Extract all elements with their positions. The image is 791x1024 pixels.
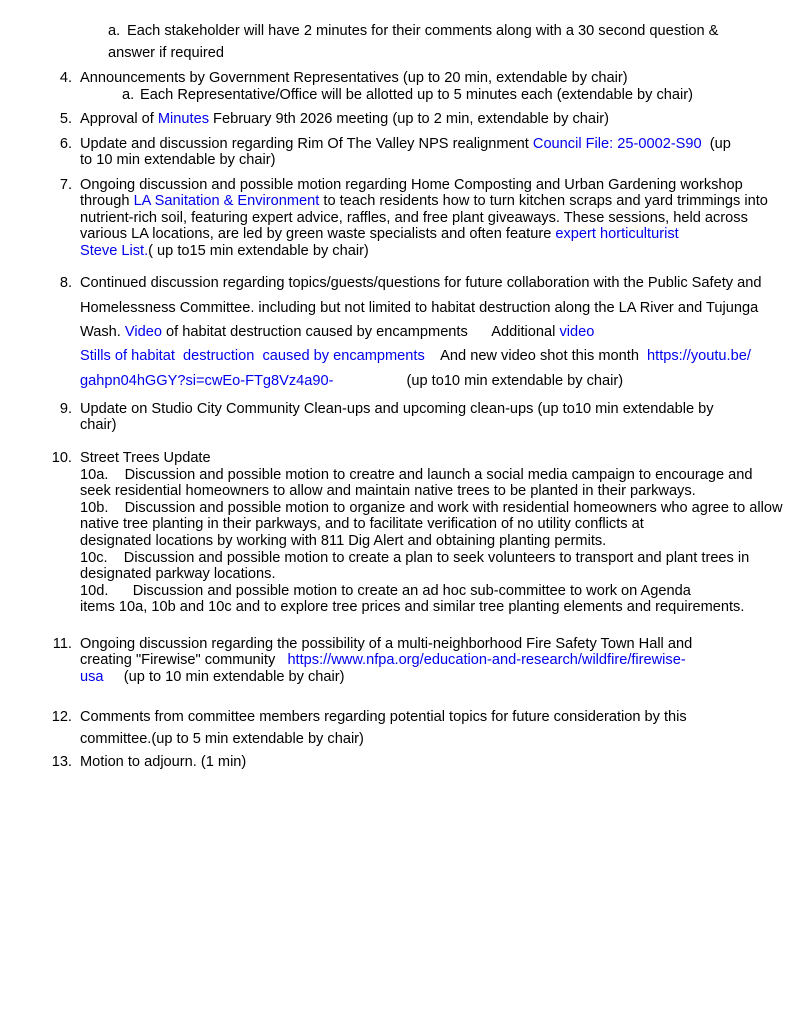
item8-line5: [80, 369, 791, 393]
item8-l3-mid: of habitat destruction caused by encampments Additional: [161, 324, 560, 341]
agenda-item-8: [0, 271, 791, 392]
item7-line2: [80, 193, 791, 210]
stills-link[interactable]: Stills of habitat destruction caused by encampments: [80, 348, 425, 365]
item10b-line1: 10b. Discussion and possible motion to organize and work with residential homeowners who agree to allow: [80, 499, 783, 516]
item6-line2: to 10 min extendable by chair): [80, 152, 276, 168]
minutes-link[interactable]: Minutes: [157, 111, 209, 127]
agenda-item-13: [0, 754, 791, 771]
item7-line4: [80, 226, 791, 243]
item10b-line2: native tree planting in their parkways, and to facilitate verification of no utility conflicts at: [80, 516, 644, 533]
item9-line2: chair): [80, 417, 117, 434]
item9-number: 9.: [59, 400, 72, 417]
item11-line2: [80, 652, 791, 669]
item10-number: 10.: [51, 449, 72, 466]
item10b-line3: designated locations by working with 811 Dig Alert and obtaining planting permits.: [80, 532, 607, 549]
item5-line1: [80, 111, 791, 128]
item5-text-post: February 9th 2026 meeting (up to 2 min, extendable by chair): [209, 111, 609, 127]
item8-line3: [80, 320, 791, 344]
youtube-url-link[interactable]: https://youtu.be/: [647, 348, 751, 365]
agenda-item-3a: [0, 20, 791, 64]
item4a-text: Each Representative/Office will be allotted up to 5 minutes each (extendable by chair): [140, 86, 693, 103]
item7-number: 7.: [59, 176, 72, 193]
item9-line1: Update on Studio City Community Clean-ups and upcoming clean-ups (up to10 min extendable by: [80, 400, 714, 417]
item7-l2-post: to teach residents how to turn kitchen scraps and yard trimmings into: [319, 193, 768, 210]
agenda-item-7: [0, 177, 791, 260]
item3a-marker: a.: [108, 23, 121, 39]
agenda-item-9: [0, 401, 791, 434]
agenda-item-12: [0, 706, 791, 751]
item10-header: Street Trees Update: [80, 449, 211, 466]
la-sanitation-link[interactable]: LA Sanitation & Environment: [133, 193, 320, 210]
item6-text-pre: Update and discussion regarding Rim Of The Valley NPS realignment: [80, 135, 533, 152]
video-link[interactable]: Video: [124, 324, 162, 341]
item3a-line1: [108, 20, 791, 42]
item6-text-post: (up: [701, 135, 731, 152]
item12-number: 12.: [51, 708, 72, 725]
item7-l4-pre: various LA locations, are led by green waste specialists and often feature: [80, 226, 556, 243]
agenda-item-4: [0, 70, 791, 103]
item11-number: 11.: [52, 635, 72, 652]
nfpa-url-link-continued[interactable]: usa: [80, 669, 104, 686]
item5-number: 5.: [59, 111, 72, 127]
item4-line1: Announcements by Government Representatives (up to 20 min, extendable by chair): [80, 70, 628, 86]
item7-line1: Ongoing discussion and possible motion regarding Home Composting and Urban Gardening workshop: [80, 176, 743, 193]
item3a-text1: Each stakeholder will have 2 minutes for their comments along with a 30 second question &: [127, 23, 719, 39]
item7-l5-post: ( up to15 min extendable by chair): [148, 242, 369, 259]
item5-text-pre: Approval of: [80, 111, 158, 127]
item7-line5: [80, 243, 791, 260]
agenda-item-11: [0, 636, 791, 686]
item8-line2: Homelessness Committee. including but not limited to habitat destruction along the LA River and Tujunga: [80, 299, 759, 316]
item13-line1: Motion to adjourn. (1 min): [80, 753, 247, 770]
item8-l5-post: (up to10 min extendable by chair): [333, 372, 624, 389]
item10d-line2: items 10a, 10b and 10c and to explore tree prices and similar tree planting elements and requirements.: [80, 599, 745, 616]
item8-l3-pre: Wash.: [80, 324, 125, 341]
agenda-item-6: [0, 136, 791, 169]
item4-number: 4.: [59, 70, 72, 86]
item11-l3-post: (up to 10 min extendable by chair): [103, 669, 345, 686]
item12-line1: Comments from committee members regarding potential topics for future consideration by this: [80, 708, 687, 725]
item6-line1: [80, 136, 791, 153]
agenda-item-10: [0, 450, 791, 616]
item8-line4: [80, 344, 791, 368]
item6-number: 6.: [59, 135, 72, 152]
item12-line2: committee.(up to 5 min extendable by chair): [80, 731, 364, 748]
item10a-line2: seek residential homeowners to allow and maintain native trees to be planted in their parkways.: [80, 483, 696, 500]
additional-video-link[interactable]: video: [559, 324, 595, 341]
item8-l4-mid: And new video shot this month: [424, 348, 648, 365]
steve-list-link[interactable]: Steve List.: [80, 242, 149, 259]
item13-number: 13.: [51, 753, 72, 770]
item4a-marker: a.: [122, 86, 135, 103]
item11-line3: [80, 669, 791, 686]
item3a-line2: answer if required: [108, 45, 224, 61]
item10c-line1: 10c. Discussion and possible motion to create a plan to seek volunteers to transport and plant trees in: [80, 549, 750, 566]
item11-line1: Ongoing discussion regarding the possibility of a multi-neighborhood Fire Safety Town Hall and: [80, 635, 693, 652]
council-file-link[interactable]: Council File: 25-0002-S90: [532, 135, 702, 152]
item7-line3: nutrient-rich soil, featuring expert advice, raffles, and free plant giveaways. These sessions, held across: [80, 209, 748, 226]
nfpa-url-link[interactable]: https://www.nfpa.org/education-and-research/wildfire/firewise-: [287, 652, 686, 669]
item10c-line2: designated parkway locations.: [80, 566, 276, 583]
item7-l2-pre: through: [80, 193, 134, 210]
item8-line1: Continued discussion regarding topics/guests/questions for future collaboration with the Public Safety and: [80, 275, 762, 292]
item4-subitem-a: [80, 87, 791, 104]
item10a-line1: 10a. Discussion and possible motion to creatre and launch a social media campaign to encourage and: [80, 466, 753, 483]
youtube-url-link-continued[interactable]: gahpn04hGGY?si=cwEo-FTg8Vz4a90-: [80, 372, 334, 389]
horticulturist-link[interactable]: expert horticulturist: [555, 226, 679, 243]
agenda-item-5: [0, 111, 791, 128]
item11-l2-pre: creating "Firewise" community: [80, 652, 288, 669]
item8-number: 8.: [59, 275, 72, 292]
item10d-line1: 10d. Discussion and possible motion to create an ad hoc sub-committee to work on Agenda: [80, 582, 691, 599]
